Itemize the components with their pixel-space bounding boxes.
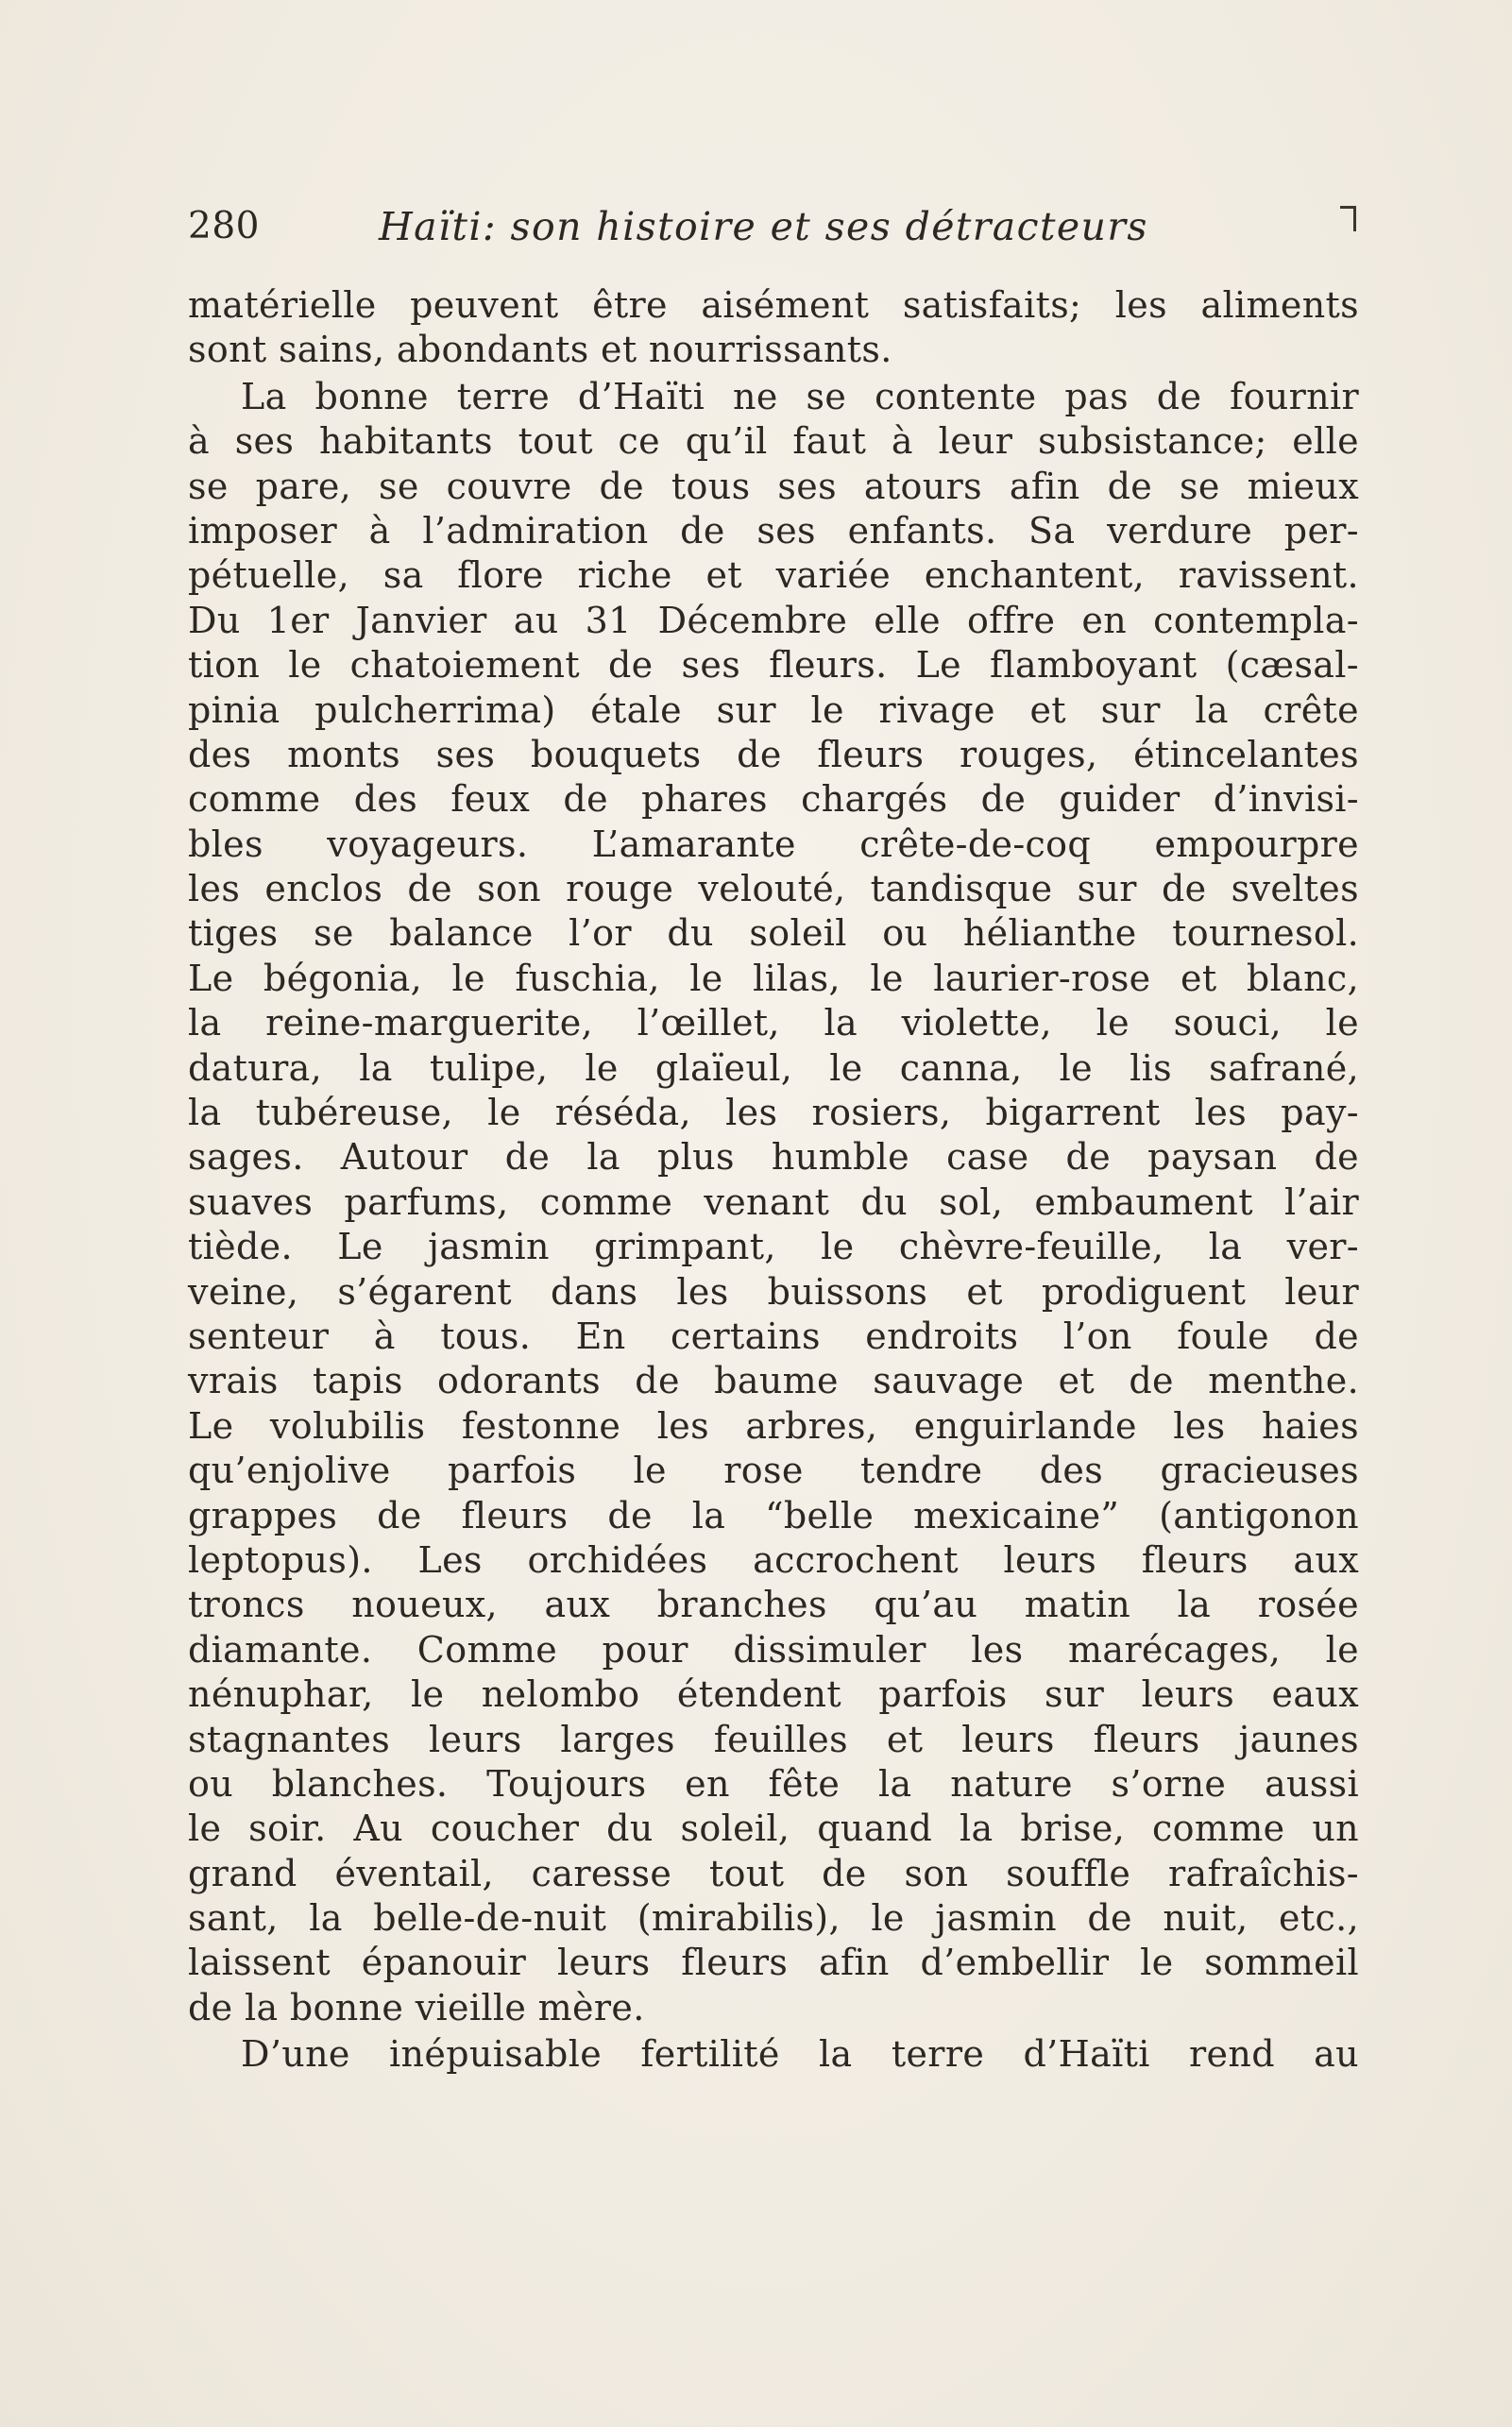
text-line: senteur à tous. En certains endroits l’on foule de <box>188 1315 1359 1357</box>
text-line: datura, la tulipe, le glaïeul, le canna, le lis safrané, <box>188 1046 1359 1089</box>
text-line: imposer à l’admiration de ses enfants. Sa verdure per- <box>188 509 1359 552</box>
text-line: D’une inépuisable fertilité la terre d’Haïti rend au <box>241 2033 1359 2076</box>
text-line: la tubéreuse, le réséda, les rosiers, bigarrent les pay- <box>188 1092 1359 1134</box>
text-line: suaves parfums, comme venant du sol, embaument l’air <box>188 1180 1359 1223</box>
text-line: de la bonne vieille mère. <box>188 1986 645 2028</box>
text-line: les enclos de son rouge velouté, tandisque sur de sveltes <box>188 868 1359 910</box>
text-line: la reine-marguerite, l’œillet, la violette, le souci, le <box>188 1002 1359 1044</box>
text-line: pinia pulcherrima) étale sur le rivage et sur la crête <box>188 688 1359 731</box>
text-line: ou blanches. Toujours en fête la nature s’orne aussi <box>188 1762 1359 1805</box>
text-line: le soir. Au coucher du soleil, quand la brise, comme un <box>188 1808 1359 1850</box>
text-line: vrais tapis odorants de baume sauvage et de menthe. <box>188 1360 1359 1402</box>
text-line: diamante. Comme pour dissimuler les marécages, le <box>188 1628 1359 1671</box>
text-line: sont sains, abondants et nourrissants. <box>188 329 892 371</box>
text-line: à ses habitants tout ce qu’il faut à leur subsistance; elle <box>188 420 1359 463</box>
text-line: Le volubilis festonne les arbres, enguirlande les haies <box>188 1404 1359 1447</box>
text-line: laissent épanouir leurs fleurs afin d’embellir le sommeil <box>188 1942 1359 1984</box>
text-line: sages. Autour de la plus humble case de paysan de <box>188 1136 1359 1179</box>
text-line: leptopus). Les orchidées accrochent leurs fleurs aux <box>188 1538 1359 1581</box>
text-line: pétuelle, sa flore riche et variée enchantent, ravissent. <box>188 554 1359 597</box>
text-line: grappes de fleurs de la “belle mexicaine” (antigonon <box>188 1494 1359 1536</box>
text-line: se pare, se couvre de tous ses atours afin de se mieux <box>188 465 1359 507</box>
text-line: veine, s’égarent dans les buissons et prodiguent leur <box>188 1270 1359 1313</box>
text-line: bles voyageurs. L’amarante crête-de-coq empourpre <box>188 823 1359 865</box>
text-line: qu’enjolive parfois le rose tendre des gracieuses <box>188 1450 1359 1492</box>
corner-mark-icon <box>1340 206 1356 231</box>
text-line: tiges se balance l’or du soleil ou hélianthe tournesol. <box>188 912 1359 955</box>
running-title: Haïti: son histoire et ses détracteurs <box>379 204 1148 249</box>
text-line: sant, la belle-de-nuit (mirabilis), le jasmin de nuit, etc., <box>188 1897 1359 1940</box>
text-line: comme des feux de phares chargés de guider d’invisi- <box>188 778 1359 821</box>
text-line: Du 1er Janvier au 31 Décembre elle offre en contempla- <box>188 599 1359 641</box>
text-line: tion le chatoiement de ses fleurs. Le flamboyant (cæsal- <box>188 644 1359 687</box>
body-text <box>188 283 1359 2078</box>
text-line: La bonne terre d’Haïti ne se contente pas de fournir <box>241 375 1359 417</box>
text-line: stagnantes leurs larges feuilles et leurs fleurs jaunes <box>188 1718 1359 1760</box>
text-line: nénuphar, le nelombo étendent parfois sur leurs eaux <box>188 1673 1359 1716</box>
text-line: Le bégonia, le fuschia, le lilas, le laurier-rose et blanc, <box>188 957 1359 999</box>
text-line: tiède. Le jasmin grimpant, le chèvre-feuille, la ver- <box>188 1226 1359 1268</box>
text-line: troncs noueux, aux branches qu’au matin la rosée <box>188 1584 1359 1626</box>
text-line: des monts ses bouquets de fleurs rouges, étincelantes <box>188 733 1359 775</box>
page-number: 280 <box>188 205 260 247</box>
text-line: matérielle peuvent être aisément satisfaits; les aliments <box>188 284 1359 326</box>
text-line: grand éventail, caresse tout de son souffle rafraîchis- <box>188 1852 1359 1894</box>
page-header <box>188 200 1359 253</box>
